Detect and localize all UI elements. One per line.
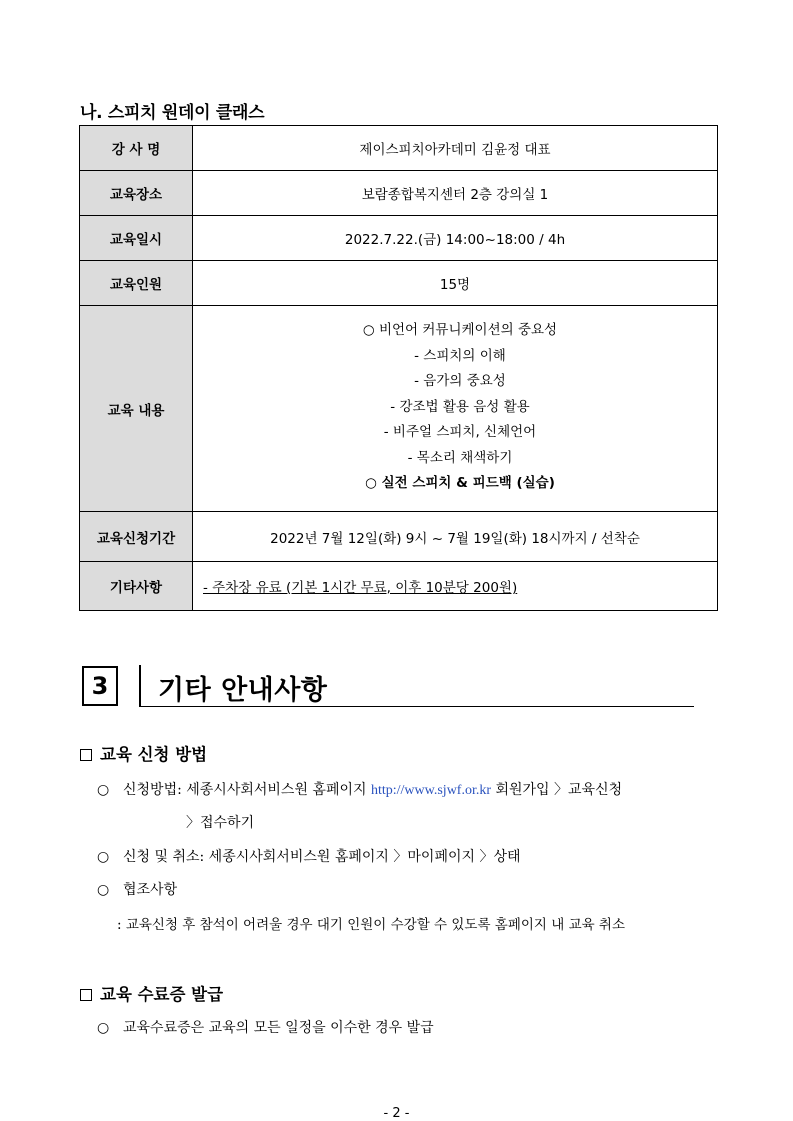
content-list	[193, 306, 718, 512]
period-value: 2022년 7월 12일(화) 9시 ~ 7월 19일(화) 18시까지 / 선착순	[193, 512, 718, 562]
table-row	[80, 562, 718, 611]
subsection-title: 나. 스피치 원데이 클래스	[80, 103, 265, 123]
bullet-circle-icon: ○	[97, 882, 110, 898]
content-item: - 음가의 중요성	[414, 373, 506, 390]
section-number: 3	[82, 666, 118, 706]
section-divider	[139, 665, 141, 707]
bullet-circle-icon: ○	[97, 1020, 110, 1036]
certificate-line	[97, 1017, 434, 1037]
date-label: 교육일시	[80, 216, 193, 261]
content-label: 교육 내용	[80, 306, 193, 512]
class-info-table	[79, 125, 718, 611]
etc-value	[193, 562, 718, 611]
etc-label: 기타사항	[80, 562, 193, 611]
checkbox-square-icon	[80, 749, 92, 761]
coop-text: 협조사항	[123, 882, 178, 898]
coop-line	[97, 879, 177, 899]
apply-cancel-line	[97, 846, 521, 866]
apply-heading	[80, 741, 207, 765]
homepage-link[interactable]: http://www.sjwf.or.kr	[370, 783, 492, 798]
content-item: - 목소리 채색하기	[407, 449, 513, 466]
table-row	[80, 261, 718, 306]
table-row	[80, 126, 718, 171]
content-item: - 스피치의 이해	[414, 347, 506, 364]
coop-detail: : 교육신청 후 참석이 어려울 경우 대기 인원이 수강할 수 있도록 홈페이지 내 교육 취소	[117, 917, 626, 933]
table-row	[80, 512, 718, 562]
certificate-heading	[80, 981, 223, 1005]
apply-cancel-text: 신청 및 취소: 세종시사회서비스원 홈페이지 〉마이페이지 〉상태	[123, 849, 521, 865]
capacity-label: 교육인원	[80, 261, 193, 306]
table-row	[80, 216, 718, 261]
apply-method-line	[97, 779, 622, 799]
page-number: - 2 -	[383, 1106, 410, 1121]
place-value: 보람종합복지센터 2층 강의실 1	[193, 171, 718, 216]
table-row	[80, 171, 718, 216]
capacity-value: 15명	[193, 261, 718, 306]
apply-method-prefix: 신청방법: 세종시사회서비스원 홈페이지	[123, 782, 367, 798]
instructor-value: 제이스피치아카데미 김윤정 대표	[193, 126, 718, 171]
apply-method-cont: 〉접수하기	[186, 815, 255, 831]
checkbox-square-icon	[80, 989, 92, 1001]
bullet-circle-icon: ○	[97, 849, 110, 865]
section-underline	[139, 706, 694, 707]
etc-text: - 주차장 유료 (기본 1시간 무료, 이후 10분당 200원)	[203, 580, 518, 596]
certificate-text: 교육수료증은 교육의 모든 일정을 이수한 경우 발급	[123, 1020, 434, 1036]
table-row	[80, 306, 718, 512]
content-item: ○ 실전 스피치 & 피드백 (실습)	[365, 475, 555, 492]
place-label: 교육장소	[80, 171, 193, 216]
section-title: 기타 안내사항	[158, 675, 328, 706]
date-value: 2022.7.22.(금) 14:00~18:00 / 4h	[193, 216, 718, 261]
content-item: ○ 비언어 커뮤니케이션의 중요성	[362, 322, 558, 339]
content-item: - 비주얼 스피치, 신체언어	[383, 424, 537, 441]
bullet-circle-icon: ○	[97, 782, 110, 798]
content-item: - 강조법 활용 음성 활용	[390, 398, 530, 415]
apply-method-suffix: 회원가입 〉교육신청	[495, 782, 623, 798]
instructor-label: 강 사 명	[80, 126, 193, 171]
apply-heading-text: 교육 신청 방법	[100, 745, 208, 764]
period-label: 교육신청기간	[80, 512, 193, 562]
certificate-heading-text: 교육 수료증 발급	[100, 985, 224, 1004]
